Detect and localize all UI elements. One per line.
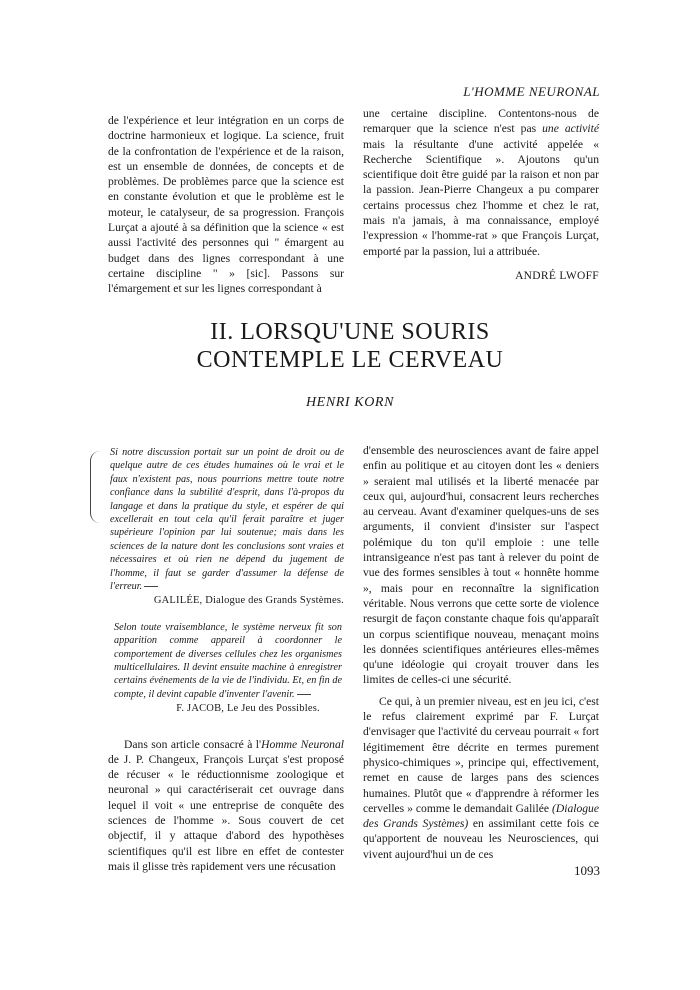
epigraph-text: Selon toute vraisemblance, le système nerveux fit son apparition comme appareil à coordonner le comportement de diverses cellules chez les organismes multicellulaires. Il devint ensuite machine à enregistrer certains événements de la vie de l'individu. Et, en fin de compte, il devint capable d'inventer l'avenir. [114,621,342,700]
article-title-line-2: CONTEMPLE LE CERVEAU [196,347,504,373]
handwritten-mark [297,694,311,695]
article-title-line-1: II. LORSQU'UNE SOURIS [210,319,490,345]
body-paragraph: Ce qui, à un premier niveau, est en jeu ici, c'est le refus clairement exprimé par F. Lurçat d'envisager que l'activité du cerveau pourrait « fort légitimement être décrite en termes purement physico-chimiques », principe qui, effectivement, remet en cause de larges pans des sciences humaines. Plutôt que « d'apprendre à réformer les cervelles » comme le demandait Galilée (Dialogue des Grands Systèmes) en assimilant cette fois ce qu'apportent de nouveau les Neurosciences, qui vivent aujourd'hui un de ces [363,694,599,861]
emphasis-text: (Dialogue des Grands Systèmes) [363,801,599,831]
emphasis-text: une activité [542,122,599,136]
previous-article-paragraph: de l'expérience et leur intégration en un corps de doctrine harmonieux et logique. La science, fruit de la confrontation de l'expérience et de la raison, est un ensemble de données, de concepts et de problèmes. De problèmes parce que la science est en constante évolution et que le problème est le moteur, le catalyseur, de sa progression. François Lurçat a ajouté à sa définition que la science « est aussi l'activité des personnes qui " émargent au budget dans des lignes correspondant à une certaine discipline " » [sic]. Passons sur l'émargement et sur les lignes correspondant à [108,114,344,296]
page-number: 1093 [574,863,600,878]
article-body-left [108,737,344,875]
epigraph-galilee [108,446,344,609]
epigraph-attribution: GALILÉE, Dialogue des Grands Systèmes. [153,595,344,607]
article-title [100,318,600,374]
previous-article-right-column [363,106,599,284]
epigraph-jacob [108,621,344,717]
body-paragraph: d'ensemble des neurosciences avant de faire appel enfin au politique et au citoyen dont les « deniers » seraient mal utilisés et la liberté menacée par ceux qui, aujourd'hui, consacrent leurs recherches au cerveau. Avant d'examiner quelques-uns de ses arguments, il convient d'insister sur l'aspect polémique du ton qu'il emploie : une telle intransigeance n'est pas tant à relever du point de vue des formes sensibles à tout « honnête homme », mais pour en reconnaître la signification véritable. Nous verrons que cette sorte de violence resurgit de façon constante chaque fois qu'apparaît un corpus scientifique nouveau, menaçant moins les données scientifiques antérieures elles-mêmes qu'une idéologie qui croyait trouver dans les limites de celles-ci une sécurité. [363,444,599,687]
margin-bracket-mark [90,451,101,523]
epigraph-text: Si notre discussion portait sur un point de droit ou de quelque autre de ces études humaines où le vrai et le faux n'existent pas, nous pourrions mettre toute notre confiance dans la subtilité d'esprit, dans l'à-propos du langage et dans la pratique du style, et espérer de qui excellerait en tout cela qu'il ferait paraître et juger supérieure l'opinion par lui soutenue; mais dans les sciences de la nature dont les conclusions sont vraies et nécessaires et où rien ne dépend du jugement de l'homme, il faut se garder d'assumer la défense de l'erreur. [110,447,344,593]
emphasis-text: Homme Neuronal [261,737,344,751]
author-signature: ANDRÉ LWOFF [515,269,599,282]
previous-article-left-column [108,113,344,297]
running-head: L'HOMME NEURONAL [463,84,600,99]
body-paragraph: Dans son article consacré à l'Homme Neuronal de J. P. Changeux, François Lurçat s'est proposé de récuser « le réductionnisme zoologique et neuronal » qui caractériserait cet ouvrage dans lequel il voit « une entreprise de conquête des sciences de l'homme ». Sous couvert de cet objectif, il y attaque d'abord des hypothèses scientifiques qu'il est libre en effet de contester mais il glisse très rapidement vers une récusation [108,737,344,873]
article-left-column [108,446,344,874]
previous-article-paragraph-end: une certaine discipline. Contentons-nous de remarquer que la science n'est pas une activité mais la résultante d'une activité appelée « Recherche Scientifique ». Ajoutons qu'un scientifique doit être guidé par la raison et non par la passion. Jean-Pierre Changeux a pu comparer certains processus chez l'homme et chez le rat, mais n'a jamais, à ma connaissance, employé l'expression « l'homme-rat » que François Lurçat, emporté par la passion, lui a attribuée. [363,107,599,258]
epigraph-attribution: F. JACOB, Le Jeu des Possibles. [176,703,320,715]
article-right-column [363,443,599,862]
handwritten-mark [144,586,158,587]
article-author: HENRI KORN [305,395,395,410]
